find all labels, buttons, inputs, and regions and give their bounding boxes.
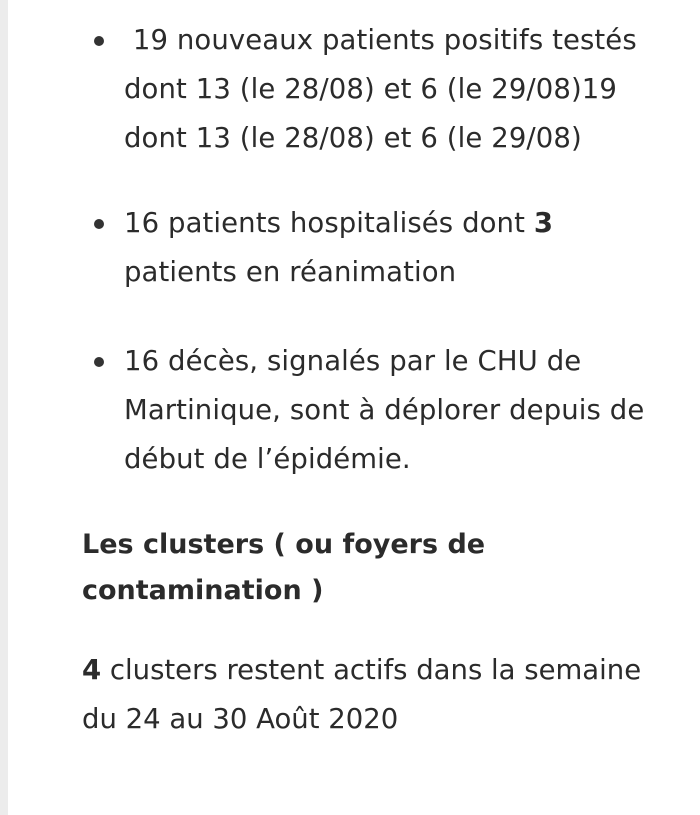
left-gutter	[0, 0, 8, 815]
bullet-text-after: patients en réanimation	[124, 256, 457, 288]
clusters-count: 4	[82, 654, 102, 686]
bullet-text-before: 16 patients hospitalisés dont	[124, 207, 534, 239]
clusters-heading: Les clusters ( ou foyers de contamination )	[82, 529, 486, 606]
bullet-icon	[94, 36, 104, 46]
bullet-icon	[94, 357, 104, 367]
bullet-item-new-positive-patients	[82, 16, 672, 163]
clusters-paragraph	[82, 646, 672, 744]
clusters-text: clusters restent actifs dans la semaine du 24 au 30 Août 2020	[82, 654, 642, 735]
bullet-icon	[94, 219, 104, 229]
bullet-list	[82, 16, 672, 484]
bullet-item-hospitalized-patients	[82, 199, 672, 297]
bullet-text: 19 nouveaux patients positifs testés dont 13 (le 28/08) et 6 (le 29/08)19 dont 13 (le 28/08) et 6 (le 29/08)	[124, 24, 637, 154]
article-body	[82, 16, 672, 744]
bullet-item-deaths	[82, 337, 672, 484]
bullet-text: 16 décès, signalés par le CHU de Martinique, sont à déplorer depuis de début de l’épidémie.	[124, 345, 645, 475]
icu-count: 3	[533, 207, 554, 239]
